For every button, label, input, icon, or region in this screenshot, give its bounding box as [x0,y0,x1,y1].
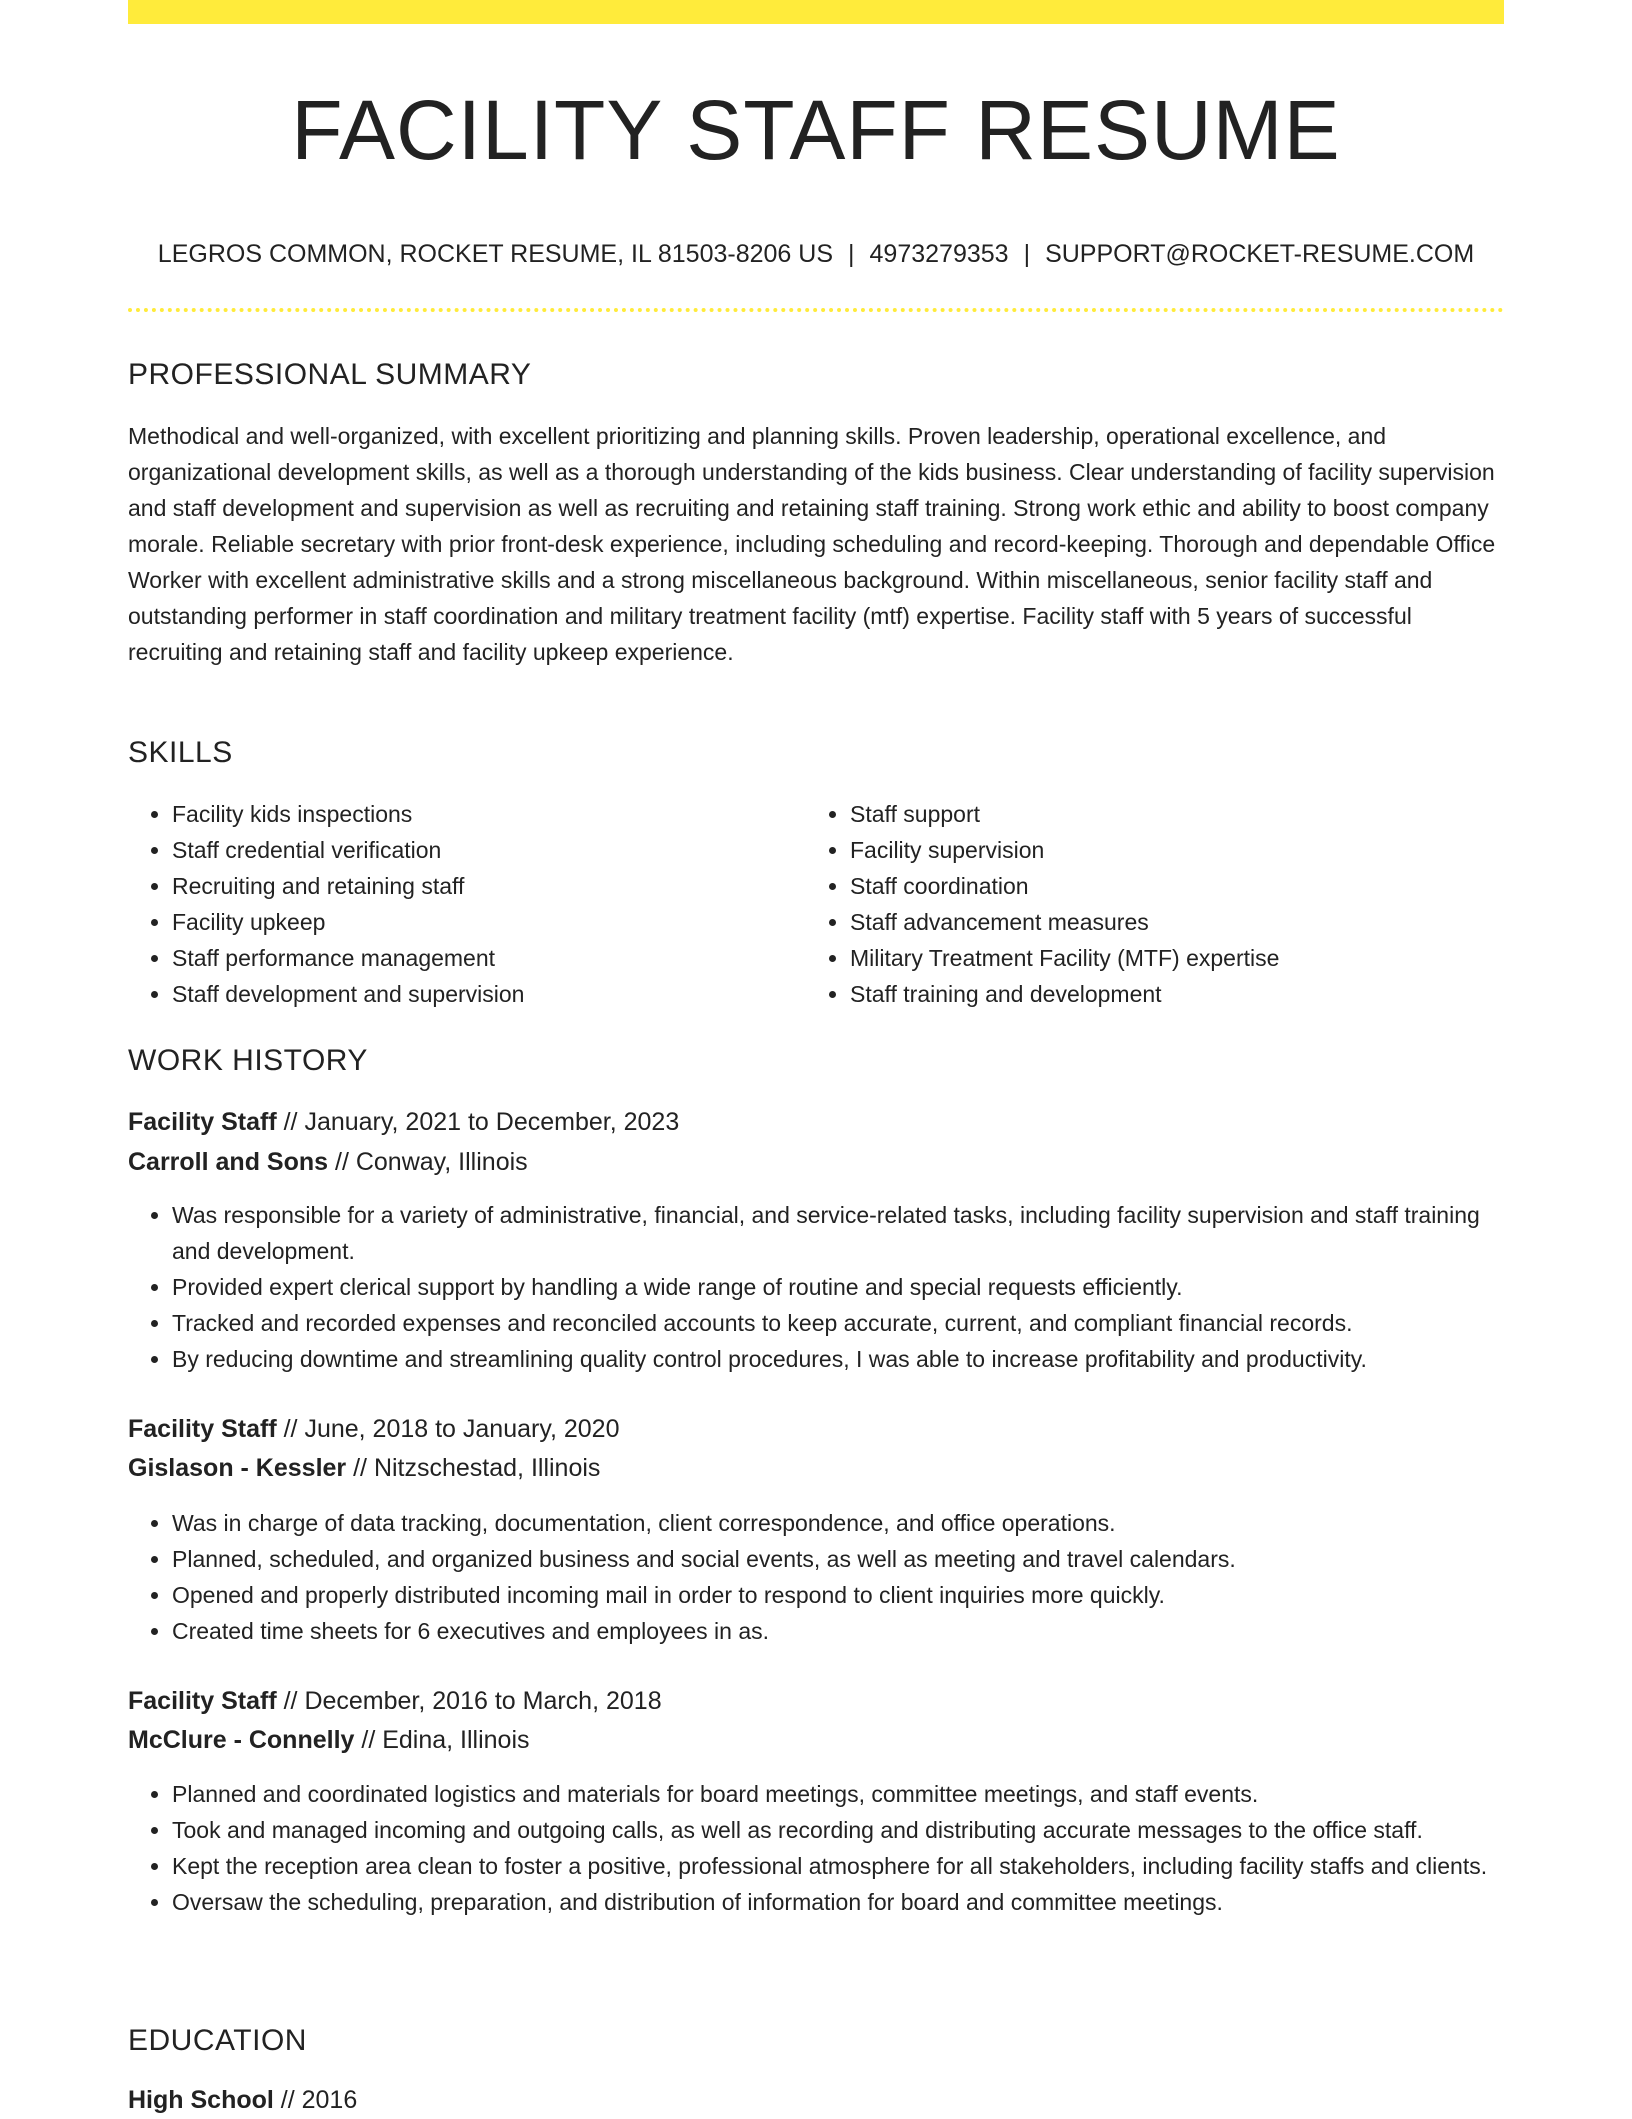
job-bullet: • Planned and coordinated logistics and materials for board meetings, committee meetings, and staff events. [172,1776,1504,1812]
skill-item: • Facility supervision [850,832,1466,868]
job-company-line [128,1721,1504,1759]
education-heading: EDUCATION [128,2024,307,2057]
job-company-line [128,1143,1504,1181]
job-bullet: • Planned, scheduled, and organized business and social events, as well as meeting and travel calendars. [172,1541,1504,1577]
job-company: Carroll and Sons [128,1148,329,1176]
contact-separator: | [848,240,855,268]
job-company-line [128,1449,1504,1487]
job-bullets [128,1197,1504,1377]
skill-item: • Military Treatment Facility (MTF) expertise [850,940,1466,976]
contact-address: LEGROS COMMON, ROCKET RESUME, IL 81503-8206 US [157,240,834,268]
job-location: // Edina, Illinois [354,1726,530,1754]
job-bullet: • Kept the reception area clean to foster a positive, professional atmosphere for all stakeholders, including facility staffs and clients. [172,1848,1504,1884]
skill-item: • Staff support [850,796,1466,832]
job-title-line [128,1410,1504,1448]
skill-item: • Facility kids inspections [172,796,788,832]
job-title: Facility Staff [128,1415,277,1443]
job-title-line [128,1103,1504,1141]
job-dates: // December, 2016 to March, 2018 [276,1687,662,1715]
job-bullet: • Took and managed incoming and outgoing calls, as well as recording and distributing accurate messages to the office staff. [172,1812,1504,1848]
contact-line [128,236,1504,272]
resume-title: FACILITY STAFF RESUME [291,83,1341,177]
skill-item: • Staff training and development [850,976,1466,1012]
skill-item: • Staff performance management [172,940,788,976]
job-company: Gislason - Kessler [128,1454,347,1482]
skill-item: • Staff coordination [850,868,1466,904]
skills-heading: SKILLS [128,736,233,769]
job-location: // Nitzschestad, Illinois [346,1454,601,1482]
job-bullet: • Created time sheets for 6 executives and employees in as. [172,1613,1504,1649]
job-company: McClure - Connelly [128,1726,355,1754]
skill-item: • Staff advancement measures [850,904,1466,940]
job-dates: // June, 2018 to January, 2020 [276,1415,620,1443]
job-bullet: • Was responsible for a variety of administrative, financial, and service-related tasks, including facility supervision and staff training and development. [172,1197,1504,1269]
job-bullet: • By reducing downtime and streamlining quality control procedures, I was able to increase profitability and productivity. [172,1341,1504,1377]
skills-list-left [128,796,788,1012]
job-location: // Conway, Illinois [328,1148,528,1176]
summary-heading: PROFESSIONAL SUMMARY [128,358,532,391]
job-bullet: • Opened and properly distributed incoming mail in order to respond to client inquiries more quickly. [172,1577,1504,1613]
job-bullet: • Was in charge of data tracking, documentation, client correspondence, and office operations. [172,1505,1504,1541]
skills-list-right [806,796,1466,1012]
contact-email: SUPPORT@ROCKET-RESUME.COM [1045,240,1475,268]
job-bullet: • Provided expert clerical support by handling a wide range of routine and special requests efficiently. [172,1269,1504,1305]
skill-item: • Staff credential verification [172,832,788,868]
resume-page [128,0,1504,2112]
summary-text: Methodical and well-organized, with excellent prioritizing and planning skills. Proven leadership, operational excellence, and organizational development skills, as well as a thorough understanding of the kids business. Clear understanding of facility supervision and staff development and supervision as well as recruiting and retaining staff training. Strong work ethic and ability to boost company morale. Reliable secretary with prior front-desk experience, including scheduling and record-keeping. Thorough and dependable Office Worker with excellent administrative skills and a strong miscellaneous background. Within miscellaneous, senior facility staff and outstanding performer in staff coordination and military treatment facility (mtf) expertise. Facility staff with 5 years of successful recruiting and retaining staff and facility upkeep experience. [128,423,1496,665]
job-title: Facility Staff [128,1108,277,1136]
contact-phone: 4973279353 [869,240,1009,268]
header-divider [128,308,1504,312]
skill-item: • Recruiting and retaining staff [172,868,788,904]
job-bullet: • Oversaw the scheduling, preparation, and distribution of information for board and committee meetings. [172,1884,1504,1920]
work-history-heading: WORK HISTORY [128,1044,368,1077]
job-title-line [128,1682,1504,1720]
skill-item: • Facility upkeep [172,904,788,940]
contact-separator: | [1023,240,1031,268]
accent-top-bar [128,0,1504,24]
education-year: // 2016 [273,2086,358,2114]
education-line [128,2081,1504,2119]
job-bullets [128,1505,1504,1649]
education-school: High School [128,2086,274,2114]
job-dates: // January, 2021 to December, 2023 [276,1108,680,1136]
job-bullets [128,1776,1504,1920]
skill-item: • Staff development and supervision [172,976,788,1012]
job-bullet: • Tracked and recorded expenses and reconciled accounts to keep accurate, current, and compliant financial records. [172,1305,1504,1341]
job-title: Facility Staff [128,1687,277,1715]
